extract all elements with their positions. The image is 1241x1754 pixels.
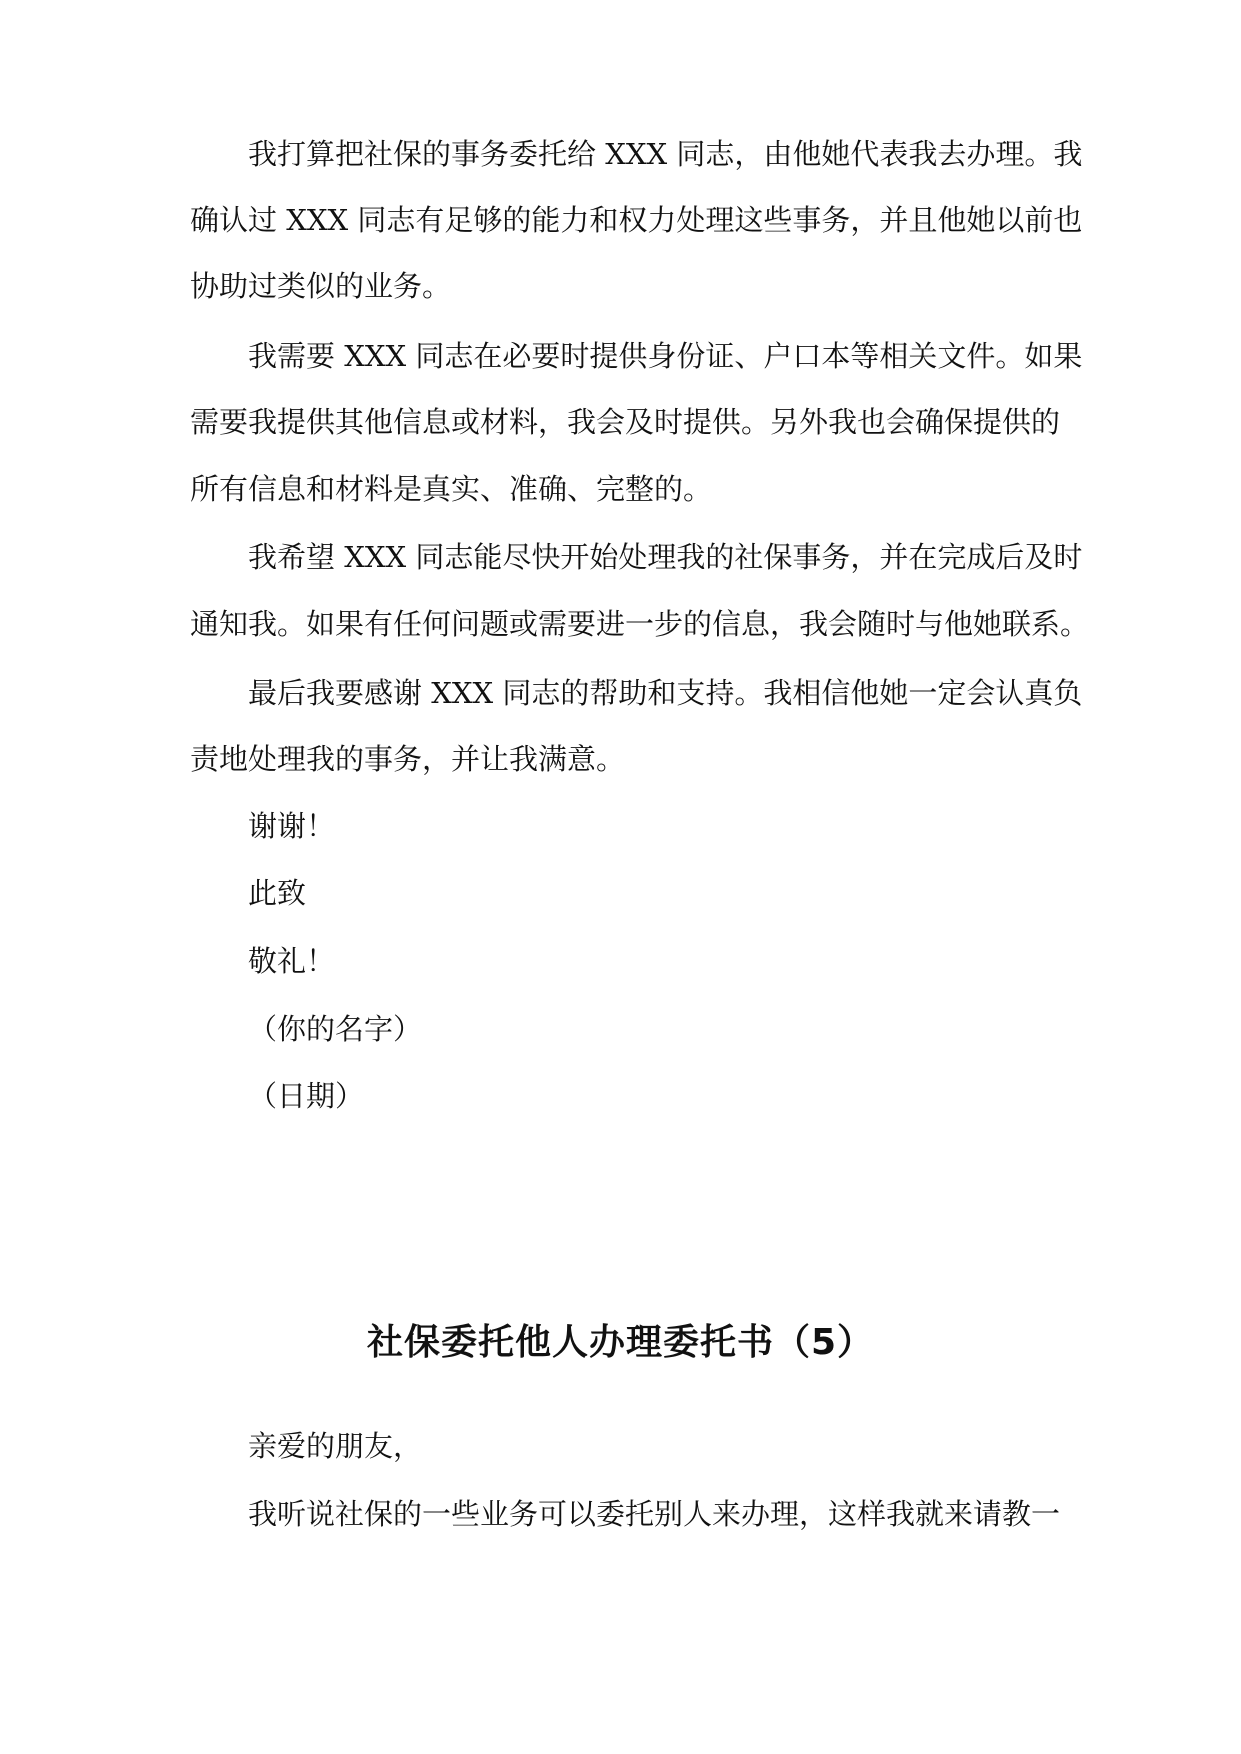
thanks-line: 谢谢！ bbox=[248, 809, 336, 843]
paragraph-4-line-1: 最后我要感谢 XXX 同志的帮助和支持。我相信他她一定会认真负 bbox=[248, 676, 1083, 710]
paragraph-2-line-2: 需要我提供其他信息或材料，我会及时提供。另外我也会确保提供的 bbox=[190, 405, 1061, 439]
paragraph-5-line-1: 我听说社保的一些业务可以委托别人来办理，这样我就来请教一 bbox=[248, 1497, 1061, 1531]
paragraph-1-line-3: 协助过类似的业务。 bbox=[190, 269, 452, 303]
paragraph-2-line-3: 所有信息和材料是真实、准确、完整的。 bbox=[190, 472, 713, 506]
closing-line-1: 此致 bbox=[248, 876, 307, 910]
signature-date: （日期） bbox=[248, 1079, 365, 1113]
paragraph-4-line-2: 责地处理我的事务，并让我满意。 bbox=[190, 742, 626, 776]
paragraph-1-line-1: 我打算把社保的事务委托给 XXX 同志，由他她代表我去办理。我 bbox=[248, 137, 1083, 171]
closing-line-2: 敬礼！ bbox=[248, 944, 336, 978]
paragraph-3-line-2: 通知我。如果有任何问题或需要进一步的信息，我会随时与他她联系。 bbox=[190, 607, 1090, 641]
section-title: 社保委托他人办理委托书（5） bbox=[366, 1322, 875, 1363]
signature-name: （你的名字） bbox=[248, 1012, 423, 1046]
salutation: 亲爱的朋友， bbox=[248, 1429, 423, 1463]
paragraph-2-line-1: 我需要 XXX 同志在必要时提供身份证、户口本等相关文件。如果 bbox=[248, 339, 1083, 373]
paragraph-1-line-2: 确认过 XXX 同志有足够的能力和权力处理这些事务，并且他她以前也 bbox=[190, 203, 1083, 237]
paragraph-3-line-1: 我希望 XXX 同志能尽快开始处理我的社保事务，并在完成后及时 bbox=[248, 540, 1083, 574]
